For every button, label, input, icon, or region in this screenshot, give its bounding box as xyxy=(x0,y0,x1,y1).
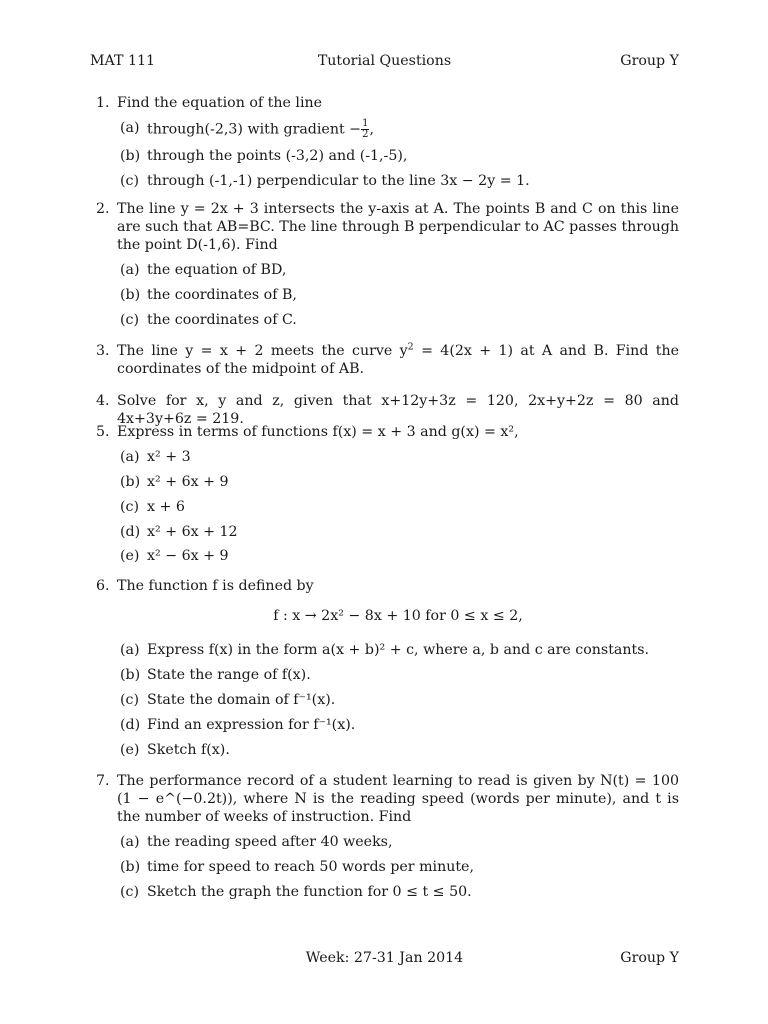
subpart-label: (a) xyxy=(120,448,140,465)
subpart-text: x² + 6x + 9 xyxy=(147,473,229,490)
subpart-text: Sketch f(x). xyxy=(147,741,230,758)
subpart-text: x² + 3 xyxy=(147,448,191,465)
subpart-label: (d) xyxy=(120,523,141,540)
subpart-b xyxy=(117,666,679,684)
subpart-label: (c) xyxy=(120,172,140,189)
question-number: 5. xyxy=(96,424,110,440)
subpart-label: (a) xyxy=(120,119,140,136)
function-definition: f : x → 2x² − 8x + 10 for 0 ≤ x ≤ 2, xyxy=(273,608,523,624)
question-3 xyxy=(90,342,679,378)
subpart-text: the coordinates of B, xyxy=(147,286,297,303)
subpart-a xyxy=(117,261,679,279)
question-text: Solve for x, y and z, given that x+12y+3z = 120, 2x+y+2z = 80 and 4x+3y+6z = 219. xyxy=(117,393,679,427)
subpart-d xyxy=(117,716,679,734)
subpart-label: (b) xyxy=(120,858,141,875)
subpart-text: through the points (-3,2) and (-1,-5), xyxy=(147,147,408,164)
question-text: Find the equation of the line xyxy=(117,95,323,111)
subpart-a xyxy=(117,641,679,659)
question-text: The performance record of a student learning to read is given by N(t) = 100 (1 − e^(−0.2t)), where N is the reading speed (words per minute), and t is the number of weeks of instruction. Find xyxy=(117,773,679,825)
subpart-a xyxy=(117,119,679,140)
subpart-label: (c) xyxy=(120,691,140,708)
subpart-a xyxy=(117,448,679,466)
question-text: The function f is defined by xyxy=(117,578,314,594)
subpart-b xyxy=(117,858,679,876)
subpart-text: State the range of f(x). xyxy=(147,666,311,683)
subpart-text: x² − 6x + 9 xyxy=(147,548,229,565)
subpart-b xyxy=(117,473,679,491)
fraction-one-half: $\frac{1}{2}$ xyxy=(362,117,369,140)
subpart-c xyxy=(117,172,679,190)
question-5 xyxy=(90,423,679,565)
question-number: 6. xyxy=(96,578,110,594)
week-label: Week: 27-31 Jan 2014 xyxy=(305,950,464,966)
question-text: Express in terms of functions f(x) = x + 3 and g(x) = x², xyxy=(117,424,519,440)
subpart-text: State the domain of f⁻¹(x). xyxy=(147,691,336,708)
question-text: The line y = x + 2 meets the curve $y^2 = 4(2x + 1)$ at A and B. Find the coordinates of the midpoint of AB. xyxy=(117,341,679,377)
subpart-label: (d) xyxy=(120,716,141,733)
question-number: 7. xyxy=(96,773,110,789)
group-label: Group Y xyxy=(620,53,679,69)
subpart-a xyxy=(117,833,679,851)
subpart-text: x² + 6x + 12 xyxy=(147,523,238,540)
subpart-label: (a) xyxy=(120,642,140,658)
subpart-label: (b) xyxy=(120,666,141,683)
subpart-label: (b) xyxy=(120,286,141,303)
course-code: MAT 111 xyxy=(90,53,156,69)
subpart-text: through(-2,3) with gradient − $\frac{1}{2}$ , xyxy=(147,117,374,140)
subpart-c xyxy=(117,883,679,901)
subpart-label: (c) xyxy=(120,883,140,900)
page-header xyxy=(90,53,679,73)
subpart-b xyxy=(117,286,679,304)
subpart-text: Express f(x) in the form a(x + b)² + c, where a, b and c are constants. xyxy=(147,642,649,658)
question-1 xyxy=(90,94,679,190)
question-number: 3. xyxy=(96,343,110,359)
question-2 xyxy=(90,200,679,329)
subpart-c xyxy=(117,498,679,516)
page-title: Tutorial Questions xyxy=(317,53,452,69)
subpart-text: time for speed to reach 50 words per minute, xyxy=(147,858,474,875)
subpart-label: (c) xyxy=(120,498,140,515)
group-label: Group Y xyxy=(620,950,679,966)
subpart-text: x + 6 xyxy=(147,498,185,515)
page-footer xyxy=(90,950,679,970)
subpart-label: (b) xyxy=(120,147,141,164)
subpart-c xyxy=(117,311,679,329)
question-number: 2. xyxy=(96,201,110,217)
subpart-e xyxy=(117,741,679,759)
subpart-label: (b) xyxy=(120,473,141,490)
subpart-label: (e) xyxy=(120,741,140,758)
subpart-label: (e) xyxy=(120,548,140,565)
question-number: 1. xyxy=(96,95,110,111)
subpart-d xyxy=(117,523,679,541)
subpart-label: (a) xyxy=(120,261,140,278)
subpart-text: Sketch the graph the function for 0 ≤ t ≤ 50. xyxy=(147,883,472,900)
question-text: The line y = 2x + 3 intersects the y-axis at A. The points B and C on this line are such that AB=BC. The line through B perpendicular to AC passes through the point D(-1,6). Find xyxy=(117,201,679,253)
subpart-text: the coordinates of C. xyxy=(147,311,297,328)
subpart-text: the equation of BD, xyxy=(147,261,287,278)
subpart-c xyxy=(117,691,679,709)
subpart-label: (a) xyxy=(120,833,140,850)
subpart-text: through (-1,-1) perpendicular to the line 3x − 2y = 1. xyxy=(147,172,530,189)
subpart-e xyxy=(117,547,679,565)
subpart-text: Find an expression for f⁻¹(x). xyxy=(147,716,356,733)
question-7 xyxy=(90,772,679,901)
subpart-b xyxy=(117,147,679,165)
subpart-text: the reading speed after 40 weeks, xyxy=(147,833,393,850)
question-6 xyxy=(90,577,679,759)
question-number: 4. xyxy=(96,393,110,409)
subpart-label: (c) xyxy=(120,311,140,328)
